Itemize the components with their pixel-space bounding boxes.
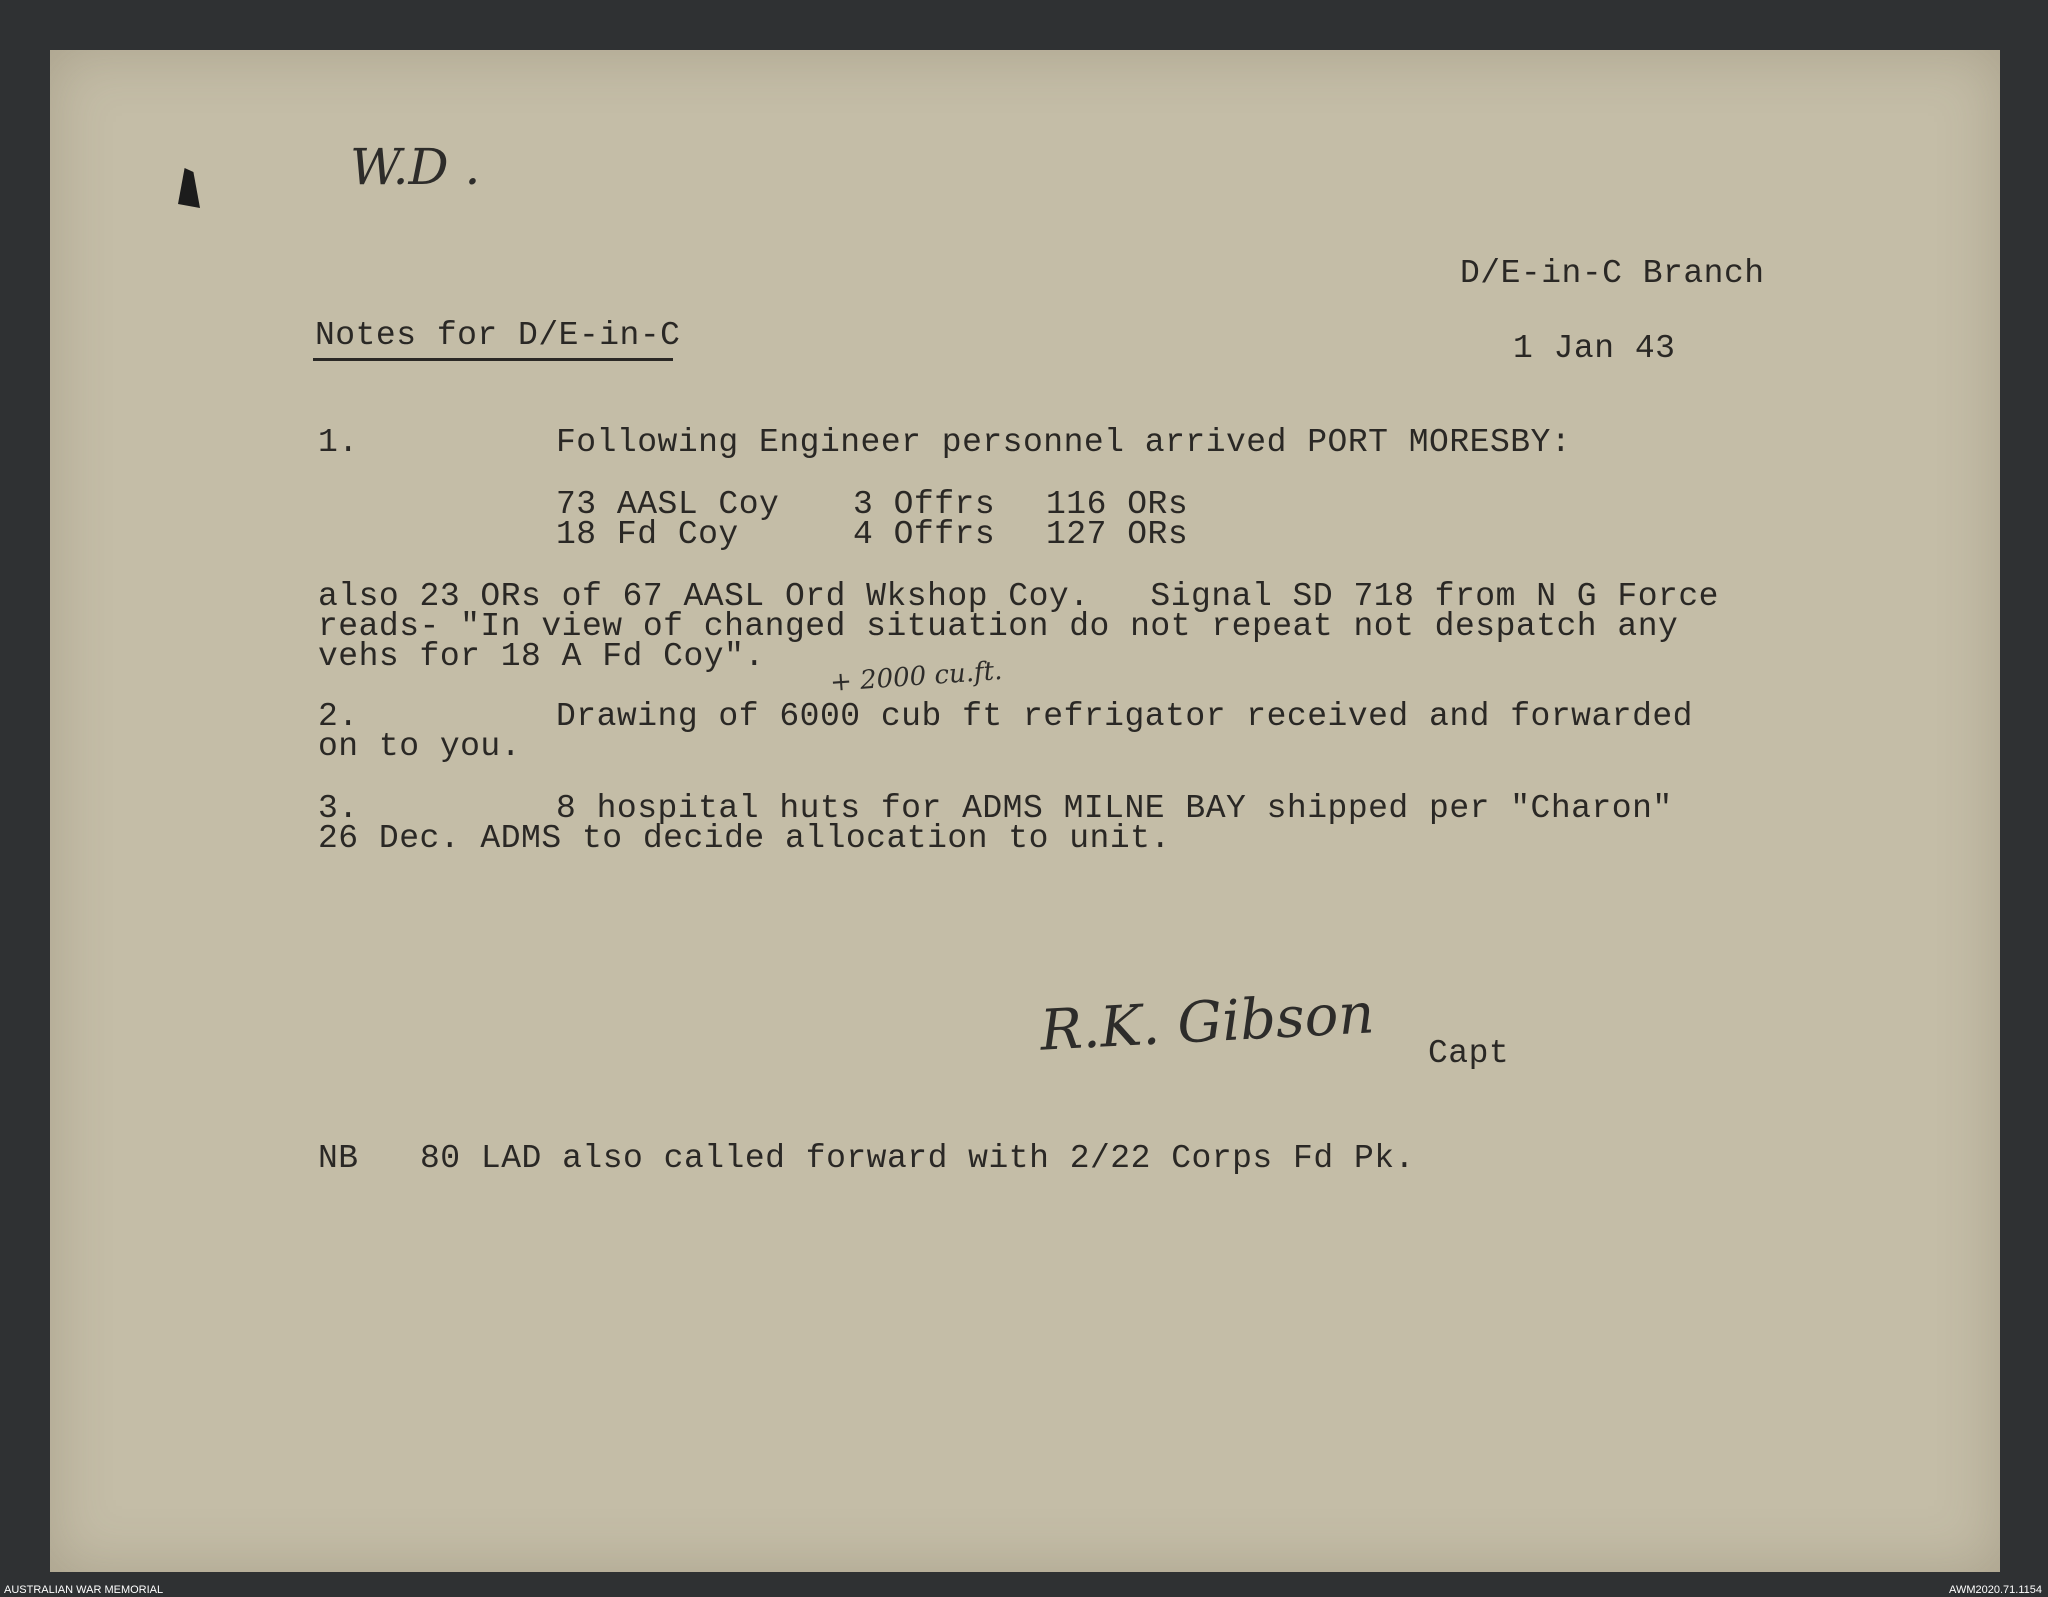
item-3-number: 3. [318, 790, 359, 827]
signatory-rank: Capt [1428, 1035, 1510, 1072]
item-2-number: 2. [318, 698, 359, 735]
item-3-line-2: 26 Dec. ADMS to decide allocation to unit. [318, 820, 1171, 857]
item-1-number: 1. [318, 424, 359, 461]
unit-row-1-ors: 116 ORs [1046, 486, 1189, 523]
title-underline [313, 358, 673, 361]
item-1-para-line-3: vehs for 18 A Fd Coy". [318, 638, 765, 675]
item-1-para-line-1: also 23 ORs of 67 AASL Ord Wkshop Coy. Signal SD 718 from N G Force [318, 578, 1719, 615]
unit-row-1-unit: 73 AASL Coy [556, 486, 780, 523]
item-2-line-1: Drawing of 6000 cub ft refrigator received and forwarded [556, 698, 1693, 735]
item-2-line-2: on to you. [318, 728, 522, 765]
unit-row-1-offrs: 3 Offrs [853, 486, 996, 523]
signature: R.K. Gibson [1038, 981, 1376, 1064]
unit-row-2-ors: 127 ORs [1046, 516, 1189, 553]
branch-heading: D/E-in-C Branch [1460, 255, 1765, 292]
document-title: Notes for D/E-in-C [315, 317, 681, 354]
unit-row-2-unit: 18 Fd Coy [556, 516, 739, 553]
document-date: 1 Jan 43 [1513, 330, 1676, 367]
handwritten-wd-note: W.D . [350, 138, 481, 196]
item-3-line-1: 8 hospital huts for ADMS MILNE BAY shipped per "Charon" [556, 790, 1673, 827]
nb-text: 80 LAD also called forward with 2/22 Corps Fd Pk. [420, 1140, 1415, 1177]
punch-hole [178, 168, 200, 208]
unit-row-2-offrs: 4 Offrs [853, 516, 996, 553]
footer-credit: AUSTRALIAN WAR MEMORIAL [4, 1584, 164, 1596]
item-1-text: Following Engineer personnel arrived PORT MORESBY: [556, 424, 1572, 461]
handwritten-insert: + 2000 cu.ft. [829, 656, 1004, 698]
footer-accession: AWM2020.71.1154 [1949, 1584, 2042, 1596]
nb-label: NB [318, 1140, 359, 1177]
document-paper [50, 50, 2000, 1572]
item-1-para-line-2: reads- "In view of changed situation do not repeat not despatch any [318, 608, 1679, 645]
